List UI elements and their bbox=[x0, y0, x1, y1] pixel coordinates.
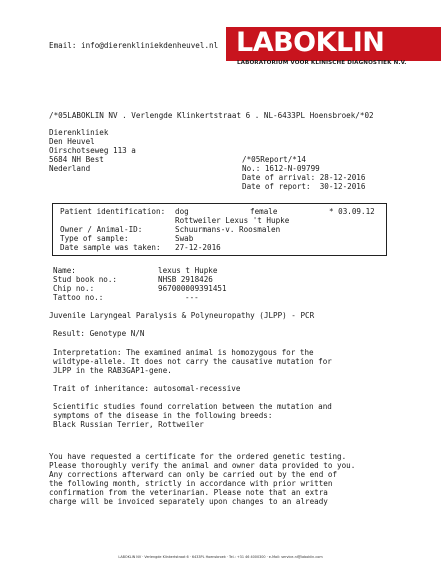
date-of-report: Date of report: 30-12-2016 bbox=[242, 182, 366, 191]
scientific-line-1: Scientific studies found correlation between the mutation and bbox=[53, 402, 332, 411]
logo-text: LABOKLIN bbox=[236, 27, 385, 58]
certificate-line-2: Please thoroughly verify the animal and owner data provided to you. bbox=[49, 461, 356, 470]
tattoo-label: Tattoo no.: bbox=[53, 293, 104, 302]
chip-label: Chip no.: bbox=[53, 284, 95, 293]
sample-type-value: Swab bbox=[175, 234, 194, 243]
scientific-line-2: symptoms of the disease in the following breeds: bbox=[53, 411, 273, 420]
patient-species: dog bbox=[175, 207, 189, 216]
stud-book-label: Stud book no.: bbox=[53, 275, 118, 284]
certificate-line-1: You have requested a certificate for the ordered genetic testing. bbox=[49, 452, 347, 461]
recipient-line-4: 5684 NH Best bbox=[49, 155, 104, 164]
sample-date-label: Date sample was taken: bbox=[60, 243, 161, 252]
recipient-line-1: Dierenkliniek bbox=[49, 128, 109, 137]
logo-subtitle: LABORATORIUM VOOR KLINISCHE DIAGNOSTIEK N.V. bbox=[237, 60, 407, 66]
report-label: /*05Report/*14 bbox=[242, 155, 307, 164]
owner-value: Schuurmans-v. Roosmalen bbox=[175, 225, 281, 234]
certificate-line-6: charge will be invoiced separately upon changes to an already bbox=[49, 497, 328, 506]
recipient-line-5: Nederland bbox=[49, 164, 91, 173]
recipient-line-3: Oirschotseweg 113 a bbox=[49, 146, 136, 155]
certificate-line-3: Any corrections afterward can only be carried out by the end of bbox=[49, 470, 338, 479]
patient-id-label: Patient identification: bbox=[60, 207, 166, 216]
test-title: Juvenile Laryngeal Paralysis & Polyneuropathy (JLPP) - PCR bbox=[49, 311, 315, 320]
chip-value: 967000009391451 bbox=[158, 284, 227, 293]
patient-breed-name: Rottweiler Lexus 't Hupke bbox=[175, 216, 290, 225]
tattoo-value: --- bbox=[185, 293, 199, 302]
sender-line: /*05LABOKLIN NV . Verlengde Klinkertstraat 6 . NL-6433PL Hoensbroek/*02 bbox=[49, 111, 374, 120]
email-line: Email: info@dierenkliniekdenheuvel.nl bbox=[49, 41, 219, 50]
date-of-arrival: Date of arrival: 28-12-2016 bbox=[242, 173, 366, 182]
owner-label: Owner / Animal-ID: bbox=[60, 225, 143, 234]
interpretation-line-1: Interpretation: The examined animal is homozygous for the bbox=[53, 348, 314, 357]
animal-name-value: lexus t Hupke bbox=[158, 266, 218, 275]
interpretation-line-2: wildtype-allele. It does not carry the causative mutation for bbox=[53, 357, 332, 366]
sample-date-value: 27-12-2016 bbox=[175, 243, 221, 252]
report-number: No.: 1612-N-09799 bbox=[242, 164, 320, 173]
scientific-line-3: Black Russian Terrier, Rottweiler bbox=[53, 420, 204, 429]
certificate-line-5: confirmation from the veterinarian. Please note that an extra bbox=[49, 488, 328, 497]
patient-sex: female bbox=[250, 207, 278, 216]
stud-book-value: NHSB 2918426 bbox=[158, 275, 213, 284]
sample-type-label: Type of sample: bbox=[60, 234, 129, 243]
interpretation-line-3: JLPP in the RAB3GAP1-gene. bbox=[53, 366, 172, 375]
recipient-line-2: Den Heuvel bbox=[49, 137, 95, 146]
patient-dob: * 03.09.12 bbox=[329, 207, 375, 216]
trait-line: Trait of inheritance: autosomal-recessive bbox=[53, 384, 241, 393]
certificate-line-4: the following month, strictly in accordance with prior written bbox=[49, 479, 333, 488]
result-line: Result: Genotype N/N bbox=[53, 329, 145, 338]
animal-name-label: Name: bbox=[53, 266, 76, 275]
page-footer: LABOKLIN NV · Verlengde Klinkertstraat 6 · 6433PL Hoensbroek · Tel.: +31 46 4000300 · e-Mail: service-nl@laboklin.com bbox=[118, 555, 323, 559]
